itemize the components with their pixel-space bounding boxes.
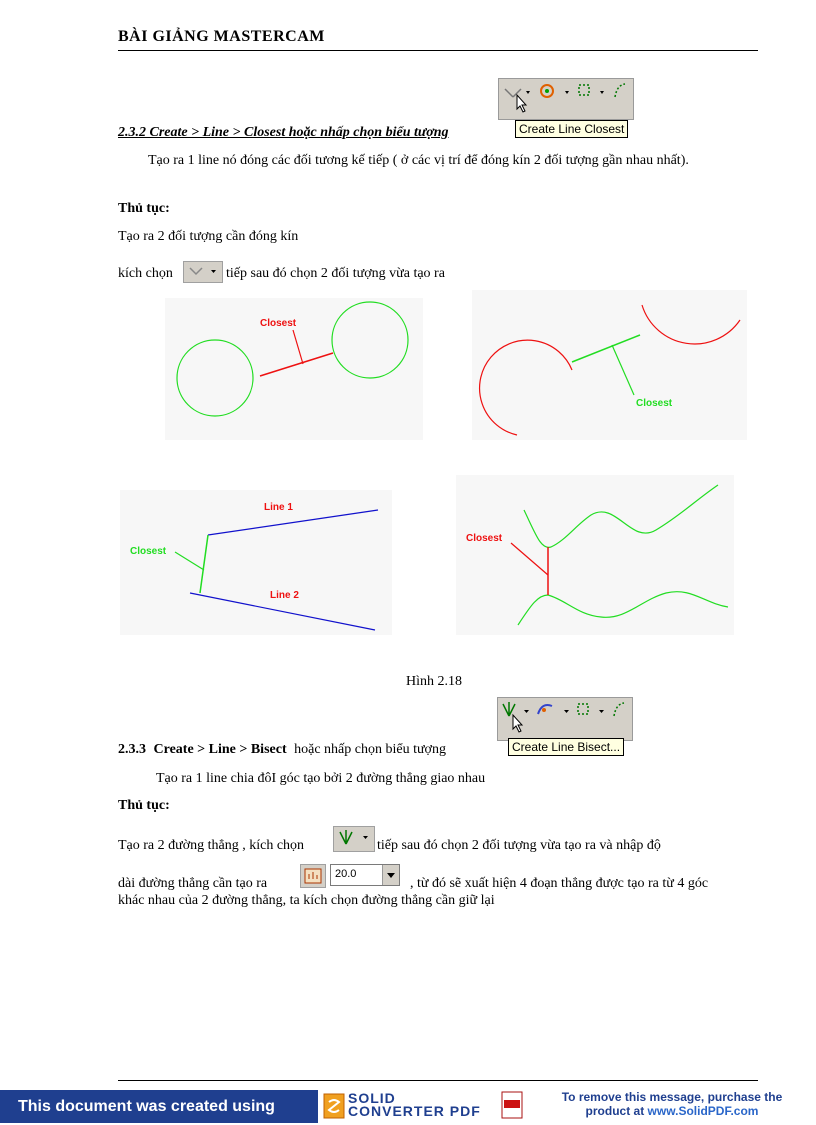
bisect-step-3: khác nhau của 2 đường thẳng, ta kích chọn đường thẳng cần giữ lại bbox=[118, 893, 495, 908]
pdf-icon bbox=[500, 1090, 524, 1120]
solidpdf-link[interactable]: www.SolidPDF.com bbox=[647, 1104, 759, 1118]
bisect-step-1-post: tiếp sau đó chọn 2 đối tượng vừa tạo ra và nhập độ bbox=[377, 838, 661, 853]
figure-3-label-line1: Line 1 bbox=[264, 502, 293, 513]
banner-logo-line1: SOLID bbox=[348, 1090, 396, 1106]
banner-right-text bbox=[532, 1090, 812, 1118]
section-title-main: Create > Line > Bisect bbox=[153, 742, 287, 757]
section-2-3-2-title: 2.3.2 Create > Line > Closest hoặc nhấp chọn biểu tượng bbox=[118, 125, 449, 140]
closest-description: Tạo ra 1 line nó đóng các đối tương kế tiếp ( ở các vị trí để đóng kín 2 đối tượng gần nhau nhất). bbox=[148, 153, 689, 168]
document-header-title: BÀI GIẢNG MASTERCAM bbox=[118, 28, 325, 45]
figure-2-label: Closest bbox=[636, 398, 673, 409]
curve-top bbox=[524, 485, 718, 547]
bisect-step-1-pre: Tạo ra 2 đường thẳng , kích chọn bbox=[118, 838, 305, 853]
circle-left bbox=[177, 340, 253, 416]
closest-line bbox=[200, 535, 208, 593]
closest-step-2-post: tiếp sau đó chọn 2 đối tượng vừa tạo ra bbox=[226, 266, 445, 281]
solid-converter-logo-icon bbox=[322, 1092, 346, 1120]
closest-line bbox=[260, 353, 333, 376]
figure-caption: Hình 2.18 bbox=[406, 674, 462, 689]
length-dropdown-value: 20.0 bbox=[335, 868, 357, 880]
closest-toolbar-icons bbox=[499, 79, 633, 119]
banner-right-line2 bbox=[532, 1104, 812, 1118]
closest-step-1: Tạo ra 2 đối tượng cần đóng kín bbox=[118, 229, 299, 244]
section-number: 2.3.3 bbox=[118, 742, 146, 757]
line-closest-icon[interactable] bbox=[183, 261, 223, 283]
arc-left bbox=[480, 340, 572, 435]
curve-bottom bbox=[518, 592, 728, 625]
bisect-toolbar[interactable] bbox=[497, 697, 633, 741]
banner-left-text: This document was created using bbox=[0, 1090, 318, 1123]
banner-logo-text bbox=[348, 1092, 481, 1118]
closest-line bbox=[572, 335, 640, 362]
figure-two-curves bbox=[456, 475, 734, 635]
figure-two-lines bbox=[120, 490, 392, 635]
banner-logo-line2: CONVERTER PDF bbox=[348, 1103, 481, 1119]
figure-two-circles bbox=[165, 298, 423, 440]
length-dropdown[interactable] bbox=[330, 864, 400, 886]
bisect-procedure-label: Thủ tục: bbox=[118, 798, 170, 813]
figure-3-label-line2: Line 2 bbox=[270, 590, 299, 601]
banner-right-line1: To remove this message, purchase the bbox=[561, 1090, 783, 1104]
figure-1-label: Closest bbox=[260, 318, 297, 329]
section-title-suffix: hoặc nhấp chọn biểu tượng bbox=[294, 742, 446, 757]
banner-right-line2-pre: product at bbox=[585, 1104, 648, 1118]
bisect-step-2-post: , từ đó sẽ xuất hiện 4 đoạn thẳng được tạo ra từ 4 góc bbox=[410, 876, 709, 891]
footer-rule bbox=[118, 1080, 758, 1081]
section-2-3-3-title bbox=[118, 742, 446, 758]
line-bisect-icon[interactable] bbox=[333, 826, 375, 852]
bisect-step-2-pre: dài đường thẳng cần tạo ra bbox=[118, 876, 268, 891]
closest-procedure-label: Thủ tục: bbox=[118, 201, 170, 216]
chevron-down-icon[interactable] bbox=[382, 865, 399, 885]
header-rule bbox=[118, 50, 758, 51]
tooltip-create-line-closest: Create Line Closest bbox=[515, 120, 628, 138]
line-1 bbox=[208, 510, 378, 535]
arc-right bbox=[642, 305, 740, 344]
line-length-icon[interactable] bbox=[300, 864, 326, 888]
bisect-toolbar-icons bbox=[498, 698, 632, 740]
bisect-description: Tạo ra 1 line chia đôI góc tạo bởi 2 đường thẳng giao nhau bbox=[156, 771, 486, 786]
figure-3-label-closest: Closest bbox=[130, 546, 167, 557]
closest-step-2-pre: kích chọn bbox=[118, 266, 173, 281]
tooltip-create-line-bisect: Create Line Bisect... bbox=[508, 738, 624, 756]
closest-toolbar[interactable] bbox=[498, 78, 634, 120]
circle-right bbox=[332, 302, 408, 378]
figure-two-arcs bbox=[472, 290, 747, 440]
figure-4-label: Closest bbox=[466, 533, 503, 544]
